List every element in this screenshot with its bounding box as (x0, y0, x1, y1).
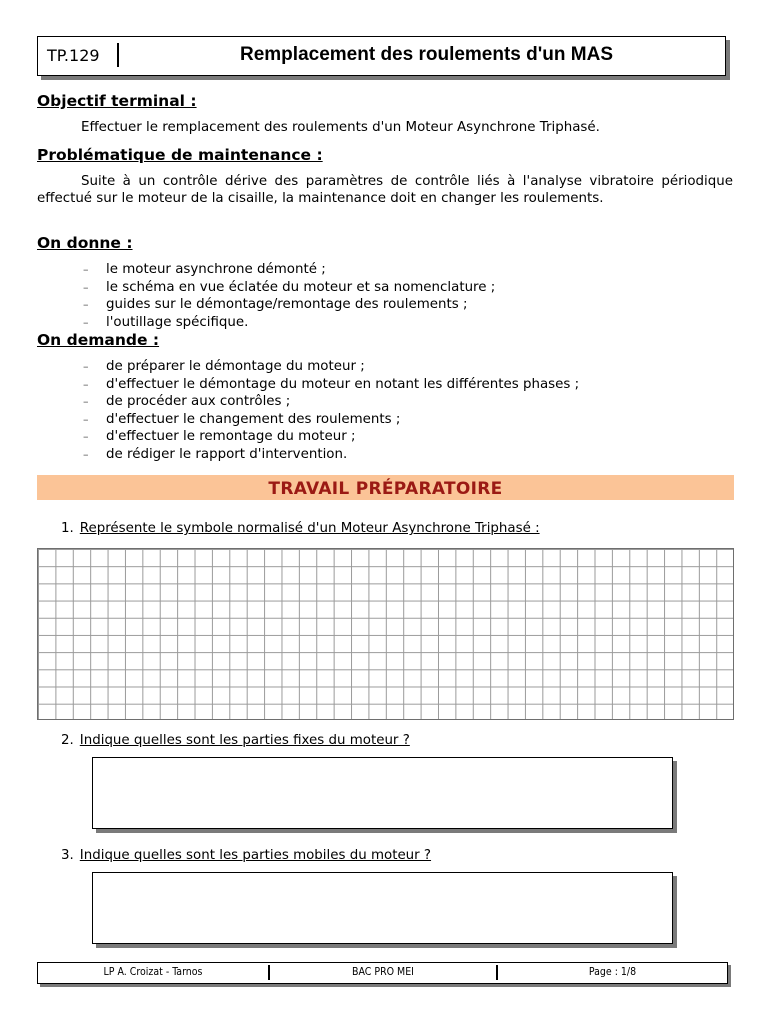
page-title: Remplacement des roulements d'un MAS (240, 44, 613, 65)
section-title: TRAVAIL PRÉPARATOIRE (268, 479, 503, 499)
question-1 (61, 521, 540, 536)
problematique-text: Suite à un contrôle dérive des paramètres de contrôle liés à l'analyse vibratoire périodique effectué sur le moteur de la cisaille, la maintenance doit en changer les roulements. (37, 174, 733, 207)
list-item: – de préparer le démontage du moteur ; (83, 359, 365, 374)
list-item: – d'effectuer le changement des roulements ; (83, 411, 401, 427)
dash-bullet: – (83, 360, 89, 373)
answer-box-mobile-parts[interactable] (92, 872, 673, 944)
dash-bullet: – (83, 315, 89, 329)
list-item: – de rédiger le rapport d'intervention. (83, 446, 348, 462)
list-item: – guides sur le démontage/remontage des roulements ; (83, 297, 468, 312)
question-text: Indique quelles sont les parties mobiles du moteur ? (79, 848, 432, 863)
donne-heading: On donne : (37, 234, 133, 252)
question-number: 2. (61, 733, 74, 748)
dash-bullet: – (83, 447, 89, 461)
section-band (37, 475, 734, 500)
list-item: – de procéder aux contrôles ; (83, 394, 291, 409)
question-number: 1. (61, 521, 74, 536)
dash-bullet: – (83, 377, 89, 391)
footer-page: Page : 1/8 (588, 966, 637, 978)
drawing-grid[interactable] (37, 548, 734, 720)
dash-bullet: – (83, 430, 89, 443)
footer-school: LP A. Croizat - Tarnos (103, 966, 203, 978)
list-item: – d'effectuer le remontage du moteur ; (83, 429, 356, 444)
tp-code: TP.129 (47, 46, 100, 65)
demande-heading: On demande : (37, 331, 160, 349)
page-footer (37, 962, 728, 984)
dash-bullet: – (83, 298, 89, 311)
dash-bullet: – (83, 395, 89, 408)
donne-list (83, 261, 495, 331)
objectif-text: Effectuer le remplacement des roulements d'un Moteur Asynchrone Triphasé. (81, 120, 600, 135)
footer-class: BAC PRO MEI (352, 966, 414, 978)
question-text: Indique quelles sont les parties fixes du moteur ? (79, 733, 410, 748)
header-separator (117, 43, 119, 67)
dash-bullet: – (83, 263, 89, 276)
objectif-heading: Objectif terminal : (37, 92, 197, 110)
dash-bullet: – (83, 280, 89, 294)
title-box (37, 36, 726, 76)
list-item: – l'outillage spécifique. (83, 314, 249, 330)
answer-box-fixed-parts[interactable] (92, 757, 673, 829)
list-item: – le schéma en vue éclatée du moteur et sa nomenclature ; (83, 279, 496, 295)
problematique-heading: Problématique de maintenance : (37, 146, 323, 164)
dash-bullet: – (83, 412, 89, 426)
list-item: – d'effectuer le démontage du moteur en notant les différentes phases ; (83, 376, 580, 392)
question-3 (61, 848, 431, 863)
question-text: Représente le symbole normalisé d'un Moteur Asynchrone Triphasé : (79, 521, 540, 536)
question-number: 3. (61, 848, 74, 863)
question-2 (61, 733, 410, 748)
list-item: – le moteur asynchrone démonté ; (83, 262, 326, 277)
demande-list (83, 358, 579, 463)
